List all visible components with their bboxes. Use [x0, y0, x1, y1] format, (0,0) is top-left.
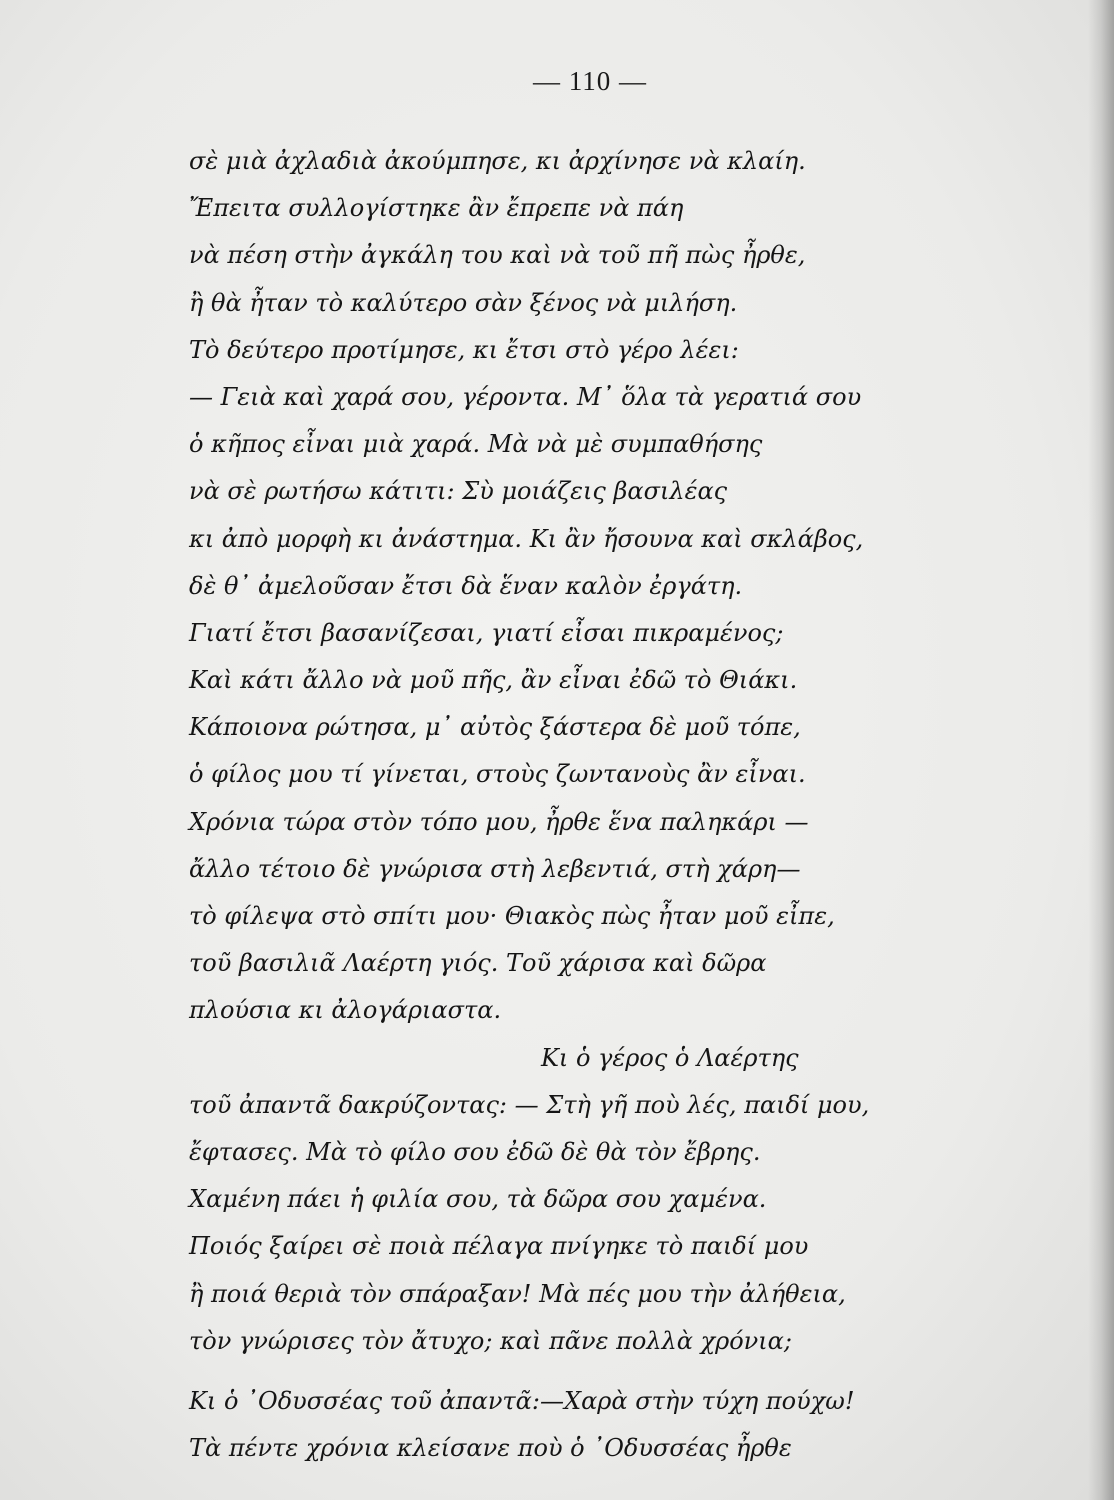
text-line: ὁ φίλος μου τί γίνεται, στοὺς ζωντανοὺς ἂν εἶναι.: [189, 760, 806, 789]
text-line: Χρόνια τώρα στὸν τόπο μου, ἦρθε ἕνα παληκάρι —: [189, 807, 809, 836]
text-line: ἢ θὰ ἦταν τὸ καλύτερο σὰν ξένος νὰ μιλήση.: [189, 288, 738, 317]
text-line: τοῦ ἀπαντᾶ δακρύζοντας: — Στὴ γῆ ποὺ λές, παιδί μου,: [189, 1090, 870, 1119]
page-number: — 110 —: [533, 66, 647, 96]
text-line: Τὰ πέντε χρόνια κλείσανε ποὺ ὁ ᾿Οδυσσέας ἦρθε: [189, 1434, 792, 1463]
text-line: ἢ ποιά θεριὰ τὸν σπάραξαν! Μὰ πές μου τὴν ἀλήθεια,: [189, 1279, 846, 1308]
text-line: τὸ φίλεψα στὸ σπίτι μου· Θιακὸς πὼς ἦταν μοῦ εἶπε,: [189, 902, 835, 930]
text-line: Ἔπειτα συλλογίστηκε ἂν ἔπρεπε νὰ πάη: [189, 194, 684, 223]
text-line: κι ἀπὸ μορφὴ κι ἀνάστημα. Κι ἂν ἤσουνα καὶ σκλάβος,: [189, 524, 864, 553]
page-edge-shadow: [1088, 0, 1114, 1500]
text-line: Καὶ κάτι ἄλλο νὰ μοῦ πῆς, ἂν εἶναι ἐδῶ τὸ Θιάκι.: [189, 666, 798, 695]
text-line: Κάποιονα ρώτησα, μ᾽ αὐτὸς ξάστερα δὲ μοῦ τόπε,: [189, 713, 801, 742]
text-line: νὰ σὲ ρωτήσω κάτιτι: Σὺ μοιάζεις βασιλέας: [189, 477, 728, 506]
text-line: ἄλλο τέτοιο δὲ γνώρισα στὴ λεβεντιά, στὴ χάρη—: [189, 854, 801, 883]
text-line: Ποιός ξαίρει σὲ ποιὰ πέλαγα πνίγηκε τὸ παιδί μου: [189, 1232, 809, 1261]
text-line: ὁ κῆπος εἶναι μιὰ χαρά. Μὰ νὰ μὲ συμπαθήσης: [189, 430, 763, 459]
text-line: — Γειὰ καὶ χαρά σου, γέροντα. Μ᾽ ὅλα τὰ γερατιά σου: [189, 382, 862, 411]
text-line: ἔφτασες. Μὰ τὸ φίλο σου ἐδῶ δὲ θὰ τὸν ἔβρης.: [189, 1137, 761, 1166]
text-line: τὸν γνώρισες τὸν ἄτυχο; καὶ πᾶνε πολλὰ χρόνια;: [189, 1326, 792, 1355]
text-line: Χαμένη πάει ἡ φιλία σου, τὰ δῶρα σου χαμένα.: [189, 1185, 767, 1214]
text-line: τοῦ βασιλιᾶ Λαέρτη γιός. Τοῦ χάρισα καὶ δῶρα: [189, 949, 767, 978]
poem-text: [189, 138, 989, 1472]
text-line-indented: Κι ὁ γέρος ὁ Λαέρτης: [541, 1043, 799, 1072]
text-line: νὰ πέση στὴν ἀγκάλη του καὶ νὰ τοῦ πῆ πὼς ἦρθε,: [189, 241, 806, 270]
text-line: πλούσια κι ἀλογάριαστα.: [189, 996, 502, 1025]
text-line: δὲ θ᾽ ἀμελοῦσαν ἔτσι δὰ ἕναν καλὸν ἐργάτη.: [189, 571, 743, 600]
text-line: Γιατί ἔτσι βασανίζεσαι, γιατί εἶσαι πικραμένος;: [189, 618, 784, 647]
text-line: Κι ὁ ᾿Οδυσσέας τοῦ ἀπαντᾶ:—Χαρὰ στὴν τύχη πούχω!: [189, 1386, 855, 1415]
text-line: Τὸ δεύτερο προτίμησε, κι ἔτσι στὸ γέρο λέει:: [189, 335, 739, 364]
text-line: σὲ μιὰ ἀχλαδιὰ ἀκούμπησε, κι ἀρχίνησε νὰ κλαίη.: [189, 147, 806, 175]
